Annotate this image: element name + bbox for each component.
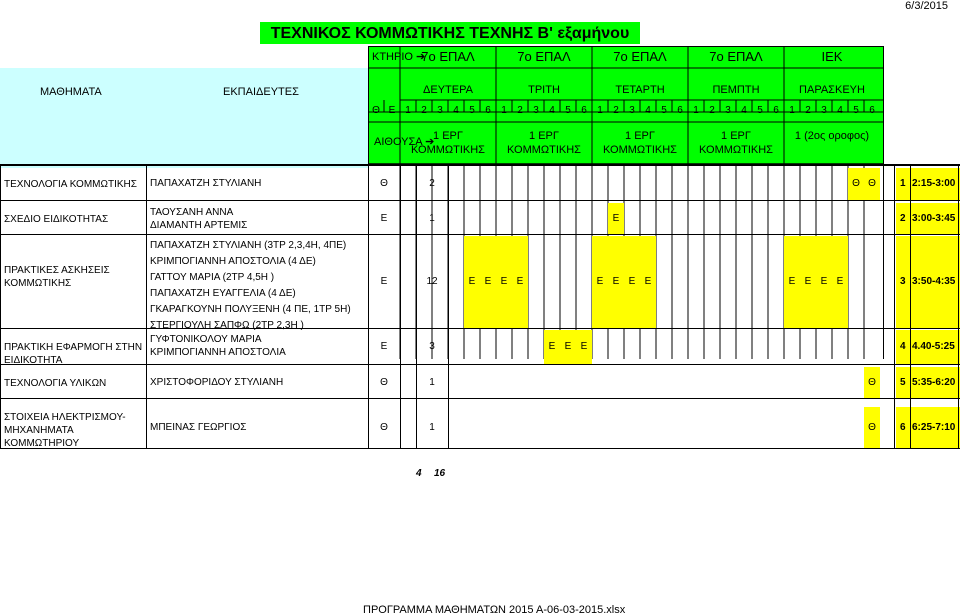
hour-label: 5	[469, 105, 475, 116]
hour-label: 1	[405, 105, 411, 116]
hour-label: 2	[613, 105, 619, 116]
period-time: 3:00-3:45	[912, 212, 956, 224]
period-time: 6:25-7:10	[912, 421, 956, 433]
body-top-border	[0, 164, 960, 166]
hour-label: 6	[677, 105, 683, 116]
hour-label: 1	[597, 105, 603, 116]
hour-label: 2	[709, 105, 715, 116]
aithousa-label: ΑΙΘΟΥΣΑ ➔	[374, 136, 435, 148]
hour-label: 6	[581, 105, 587, 116]
col-border	[910, 166, 911, 448]
schedule-mark: Ε	[644, 276, 652, 287]
hour-label: 4	[645, 105, 651, 116]
col-ekpaideutes: ΕΚΠΑΙΔΕΥΤΕΣ	[223, 86, 299, 98]
hour-label: 3	[821, 105, 827, 116]
schedule-cell	[832, 236, 848, 328]
col-border	[368, 166, 369, 448]
weekly-hours: 12	[426, 276, 438, 287]
row-border	[0, 200, 960, 201]
schedule-mark: Ε	[804, 276, 812, 287]
hour-label: 2	[517, 105, 523, 116]
table-row	[0, 367, 960, 398]
table-row	[0, 168, 960, 200]
hour-label: 1	[501, 105, 507, 116]
hour-label: 3	[533, 105, 539, 116]
weekly-hours: 2	[429, 178, 435, 189]
schedule-cell	[864, 168, 880, 200]
hour-label: 4	[453, 105, 459, 116]
schedule-cell	[864, 407, 880, 448]
page-title: ΤΕΧΝΙΚΟΣ ΚΟΜΜΩΤΙΚΗΣ ΤΕΧΝΗΣ Β' εξαμήνου	[270, 25, 630, 42]
header-left	[0, 68, 368, 168]
schedule-mark: Ε	[628, 276, 636, 287]
row-border	[0, 364, 960, 365]
subject-name: ΠΡΑΚΤΙΚΗ ΕΦΑΡΜΟΓΗ ΣΤΗΝ ΕΙΔΙΚΟΤΗΤΑ	[4, 342, 143, 366]
title-bar	[260, 22, 640, 44]
weekly-hours: 1	[429, 212, 435, 224]
subject-name: ΤΕΧΝΟΛΟΓΙΑ ΥΛΙΚΩΝ	[4, 377, 107, 389]
teacher-name: ΤΑΟΥΣΑΝΗ ΑΝΝΑ	[150, 207, 234, 218]
period-time: 3:50-4:35	[912, 276, 956, 287]
ktirio-col: ΙΕΚ	[821, 49, 843, 64]
hour-label: 5	[565, 105, 571, 116]
weekly-hours: 3	[429, 341, 435, 352]
aithousa-col: 1 (2ος οροφος)	[794, 130, 870, 142]
schedule-cell	[560, 330, 576, 364]
schedule-cell	[816, 236, 832, 328]
teacher-name: ΠΑΠΑΧΑΤΖΗ ΣΤΥΛΙΑΝΗ	[150, 178, 262, 189]
schedule-mark: Ε	[516, 276, 524, 287]
aithousa-col: 1 ΕΡΓ ΚΟΜΜΩΤΙΚΗΣ	[507, 130, 581, 156]
hour-label: 4	[741, 105, 747, 116]
col-mathimata: ΜΑΘΗΜΑΤΑ	[40, 86, 102, 98]
teacher-name: ΣΤΕΡΓΙΟΥΛΗ ΣΑΠΦΩ (2ΤΡ 2,3Η )	[150, 320, 304, 331]
day-label: ΔΕΥΤΕΡΑ	[423, 84, 473, 96]
schedule-cell	[480, 236, 496, 328]
schedule-mark: Ε	[820, 276, 828, 287]
period-number: 1	[900, 178, 906, 189]
col-border	[416, 166, 417, 448]
schedule-cell	[848, 168, 864, 200]
col-border	[448, 166, 449, 448]
schedule-cell	[608, 236, 624, 328]
schedule-mark: Θ	[868, 376, 876, 388]
schedule-mark: Ε	[836, 276, 844, 287]
col-border	[146, 166, 147, 448]
schedule-mark: Ε	[500, 276, 508, 287]
schedule-mark: Ε	[564, 341, 572, 352]
hour-label: 5	[853, 105, 859, 116]
aithousa-col: 1 ΕΡΓ ΚΟΜΜΩΤΙΚΗΣ	[699, 130, 773, 156]
col-border	[894, 166, 895, 448]
schedule-cell	[864, 367, 880, 398]
schedule-mark: Ε	[612, 212, 620, 224]
schedule-mark: Θ	[852, 178, 860, 189]
teacher-name: ΓΑΤΤΟΥ ΜΑΡΙΑ (2ΤΡ 4,5Η )	[150, 272, 275, 283]
aithousa-col: 1 ΕΡΓ ΚΟΜΜΩΤΙΚΗΣ	[411, 130, 485, 156]
schedule-mark: Θ	[868, 421, 876, 433]
period-time: 2:15-3:00	[912, 178, 956, 189]
weekly-hours: 1	[429, 421, 435, 433]
theta-head: Θ	[372, 105, 380, 116]
period-number: 3	[900, 276, 906, 287]
hour-label: 1	[789, 105, 795, 116]
hour-label: 5	[757, 105, 763, 116]
col-border	[400, 166, 401, 448]
day-label: ΠΕΜΠΤΗ	[712, 84, 760, 96]
period-time: 4.40-5:25	[912, 341, 955, 352]
lesson-type: Ε	[380, 276, 388, 287]
teacher-name: ΜΠΕΙΝΑΣ ΓΕΩΡΓΙΟΣ	[150, 421, 247, 433]
row-border	[0, 398, 960, 399]
schedule-cell	[624, 236, 640, 328]
row-border	[0, 448, 960, 449]
e-head: Ε	[388, 105, 396, 116]
schedule-mark: Ε	[596, 276, 604, 287]
schedule-cell	[608, 203, 624, 234]
subject-name: ΠΡΑΚΤΙΚΕΣ ΑΣΚΗΣΕΙΣ ΚΟΜΜΩΤΙΚΗΣ	[4, 265, 110, 289]
print-date: 6/3/2015	[905, 0, 948, 12]
schedule-cell	[592, 236, 608, 328]
hour-label: 2	[421, 105, 427, 116]
period-number: 4	[900, 341, 906, 352]
hour-label: 3	[725, 105, 731, 116]
hour-label: 5	[661, 105, 667, 116]
period-time: 5:35-6:20	[912, 376, 956, 388]
day-label: ΤΡΙΤΗ	[528, 84, 560, 96]
ktirio-col: 7ο ΕΠΑΛ	[613, 49, 667, 64]
hour-label: 6	[869, 105, 875, 116]
lesson-type: Θ	[380, 421, 388, 433]
period-number: 6	[900, 421, 906, 433]
hour-label: 4	[837, 105, 843, 116]
schedule-mark: Ε	[484, 276, 492, 287]
period-number: 2	[900, 212, 906, 224]
schedule-cell	[464, 236, 480, 328]
row-border	[0, 234, 960, 235]
teacher-name: ΓΥΦΤΟΝΙΚΟΛΟΥ ΜΑΡΙΑ	[150, 334, 262, 345]
ktirio-col: 7ο ΕΠΑΛ	[517, 49, 571, 64]
hour-label: 4	[549, 105, 555, 116]
hour-label: 2	[805, 105, 811, 116]
ktirio-col: 7ο ΕΠΑΛ	[709, 49, 763, 64]
subject-name: ΣΧΕΔΙΟ ΕΙΔΙΚΟΤΗΤΑΣ	[4, 213, 109, 225]
schedule-mark: Ε	[548, 341, 556, 352]
subject-name: ΤΕΧΝΟΛΟΓΙΑ ΚΟΜΜΩΤΙΚΗΣ	[4, 179, 137, 190]
table-row	[0, 203, 960, 234]
schedule-mark: Ε	[612, 276, 620, 287]
lesson-type: Θ	[380, 376, 388, 388]
aithousa-col: 1 ΕΡΓ ΚΟΜΜΩΤΙΚΗΣ	[603, 130, 677, 156]
schedule-mark: Ε	[468, 276, 476, 287]
table-row	[0, 407, 960, 448]
teacher-name: ΚΡΙΜΠΟΓΙΑΝΝΗ ΑΠΟΣΤΟΛΙΑ (4 ΔΕ)	[150, 256, 316, 267]
schedule-mark: Ε	[580, 341, 588, 352]
schedule-mark: Ε	[788, 276, 796, 287]
lesson-type: Ε	[380, 341, 388, 352]
row-border	[0, 328, 960, 329]
file-name: ΠΡΟΓΡΑΜΜΑ ΜΑΘΗΜΑΤΩΝ 2015 Α-06-03-2015.xlsx	[363, 604, 626, 616]
teacher-name: ΠΑΠΑΧΑΤΖΗ ΣΤΥΛΙΑΝΗ (3ΤΡ 2,3,4Η, 4ΠΕ)	[150, 240, 347, 251]
day-label: ΤΕΤΑΡΤΗ	[615, 84, 665, 96]
teacher-name: ΠΑΠΑΧΑΤΖΗ ΕΥΑΓΓΕΛΙΑ (4 ΔΕ)	[150, 288, 296, 299]
total-theory: 4	[416, 468, 422, 479]
teacher-name: ΓΚΑΡΑΓΚΟΥΝΗ ΠΟΛΥΞΕΝΗ (4 ΠΕ, 1ΤΡ 5Η)	[150, 304, 351, 315]
hour-label: 3	[437, 105, 443, 116]
schedule-cell	[512, 236, 528, 328]
total-hours: 16	[434, 468, 446, 479]
col-border	[958, 166, 959, 448]
hour-label: 6	[485, 105, 491, 116]
schedule-cell	[576, 330, 592, 364]
schedule-cell	[544, 330, 560, 364]
period-number: 5	[900, 376, 906, 388]
hour-label: 6	[773, 105, 779, 116]
weekly-hours: 1	[429, 376, 435, 388]
day-label: ΠΑΡΑΣΚΕΥΗ	[799, 84, 865, 96]
subject-name: ΣΤΟΙΧΕΙΑ ΗΛΕΚΤΡΙΣΜΟΥ-ΜΗΧΑΝΗΜΑΤΑ ΚΟΜΜΩΤΗΡΙΟΥ	[4, 412, 126, 449]
lesson-type: Ε	[380, 212, 388, 224]
ktirio-label: ΚΤΗΡΙΟ ➔	[372, 51, 426, 63]
schedule-cell	[496, 236, 512, 328]
schedule-mark: Θ	[868, 178, 876, 189]
teacher-name: ΧΡΙΣΤΟΦΟΡΙΔΟΥ ΣΤΥΛΙΑΝΗ	[150, 376, 284, 388]
hour-label: 1	[693, 105, 699, 116]
teacher-name: ΚΡΙΜΠΟΓΙΑΝΝΗ ΑΠΟΣΤΟΛΙΑ	[150, 347, 286, 358]
ktirio-col: 7ο ΕΠΑΛ	[421, 49, 475, 64]
schedule-cell	[784, 236, 800, 328]
schedule-cell	[640, 236, 656, 328]
teacher-name: ΔΙΑΜΑΝΤΗ ΑΡΤΕΜΙΣ	[150, 220, 248, 231]
lesson-type: Θ	[380, 178, 388, 189]
col-border	[0, 166, 1, 448]
table-row	[0, 330, 960, 364]
hour-label: 3	[629, 105, 635, 116]
schedule-cell	[800, 236, 816, 328]
